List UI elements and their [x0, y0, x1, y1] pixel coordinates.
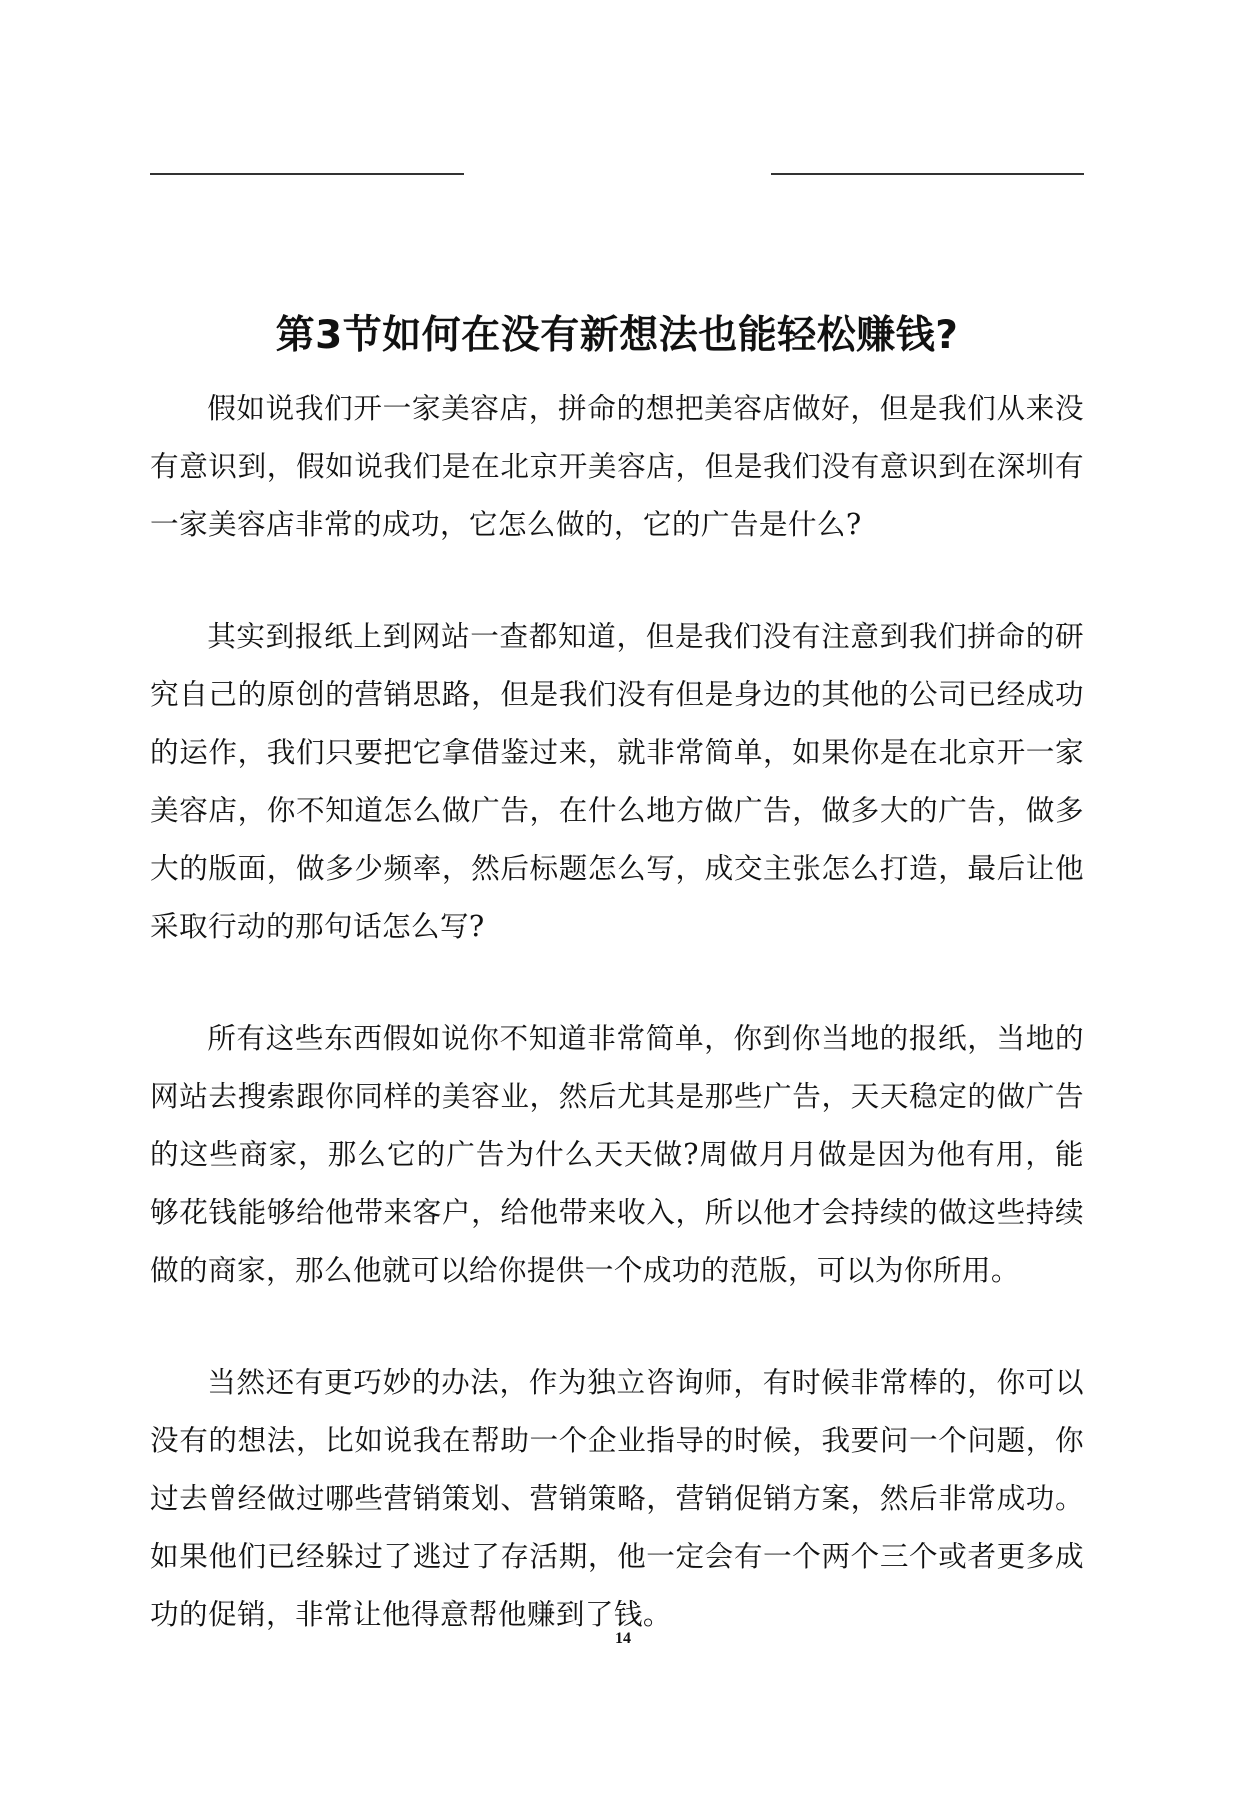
paragraph-2: 其实到报纸上到网站一查都知道，但是我们没有注意到我们拼命的研究自己的原创的营销思路，但是我们没有但是身边的其他的公司已经成功的运作，我们只要把它拿借鉴过来，就非常简单，如果你是在北京开一家美容店，你不知道怎么做广告，在什么地方做广告，做多大的广告，做多大的版面，做多少频率，然后标题怎么写，成交主张怎么打造，最后让他采取行动的那句话怎么写?: [150, 619, 1084, 943]
paragraph-4: 当然还有更巧妙的办法，作为独立咨询师，有时候非常棒的，你可以没有的想法，比如说我在帮助一个企业指导的时候，我要问一个问题，你过去曾经做过哪些营销策划、营销策略，营销促销方案，然后非常成功。如果他们已经躲过了逃过了存活期，他一定会有一个两个三个或者更多成功的促销，非常让他得意帮他赚到了钱。: [150, 1365, 1084, 1631]
paragraph-1: 假如说我们开一家美容店，拼命的想把美容店做好，但是我们从来没有意识到，假如说我们是在北京开美容店，但是我们没有意识到在深圳有一家美容店非常的成功，它怎么做的，它的广告是什么?: [150, 391, 1084, 541]
section-title: 第3节如何在没有新想法也能轻松赚钱?: [275, 313, 959, 359]
header-rule-left: [150, 173, 464, 175]
page-number: 14: [615, 1630, 631, 1647]
body-text: [150, 379, 1084, 1697]
header-rule-right: [771, 173, 1084, 175]
paragraph-3: 所有这些东西假如说你不知道非常简单，你到你当地的报纸，当地的网站去搜索跟你同样的美容业，然后尤其是那些广告，天天稳定的做广告的这些商家，那么它的广告为什么天天做?周做月月做是因为他有用，能够花钱能够给他带来客户，给他带来收入，所以他才会持续的做这些持续做的商家，那么他就可以给你提供一个成功的范版，可以为你所用。: [150, 1021, 1084, 1287]
